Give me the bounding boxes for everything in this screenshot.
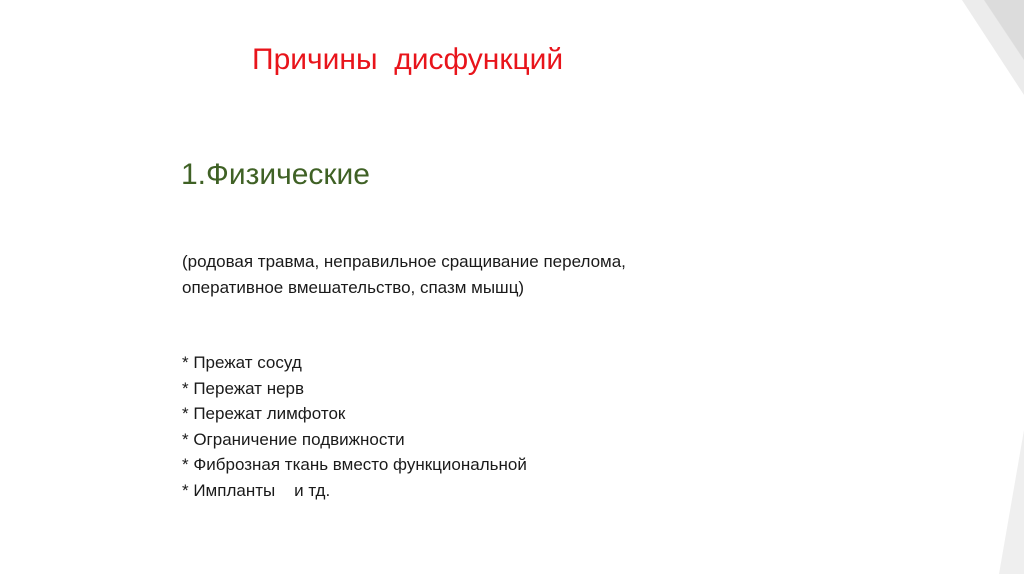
list-item: * Ограничение подвижности (182, 429, 405, 449)
slide-title: Причины дисфункций (252, 43, 564, 76)
description-line: (родовая травма, неправильное сращивание перелома, (182, 252, 626, 271)
description (182, 249, 626, 300)
list-item: * Фиброзная ткань вместо функциональной (182, 455, 527, 474)
decor-shape-lower (999, 430, 1024, 574)
list-item: * Прежат сосуд (182, 353, 302, 372)
description-line: оперативное вмешательство, спазм мышц) (182, 277, 525, 297)
list-item: * Пережат нерв (182, 378, 305, 398)
corner-decoration (944, 0, 1024, 574)
list-item: * Пережат лимфоток (182, 404, 346, 423)
section-heading: 1.Физические (181, 158, 370, 191)
list-item: * Импланты и тд. (182, 480, 331, 500)
causes-list (182, 350, 527, 503)
